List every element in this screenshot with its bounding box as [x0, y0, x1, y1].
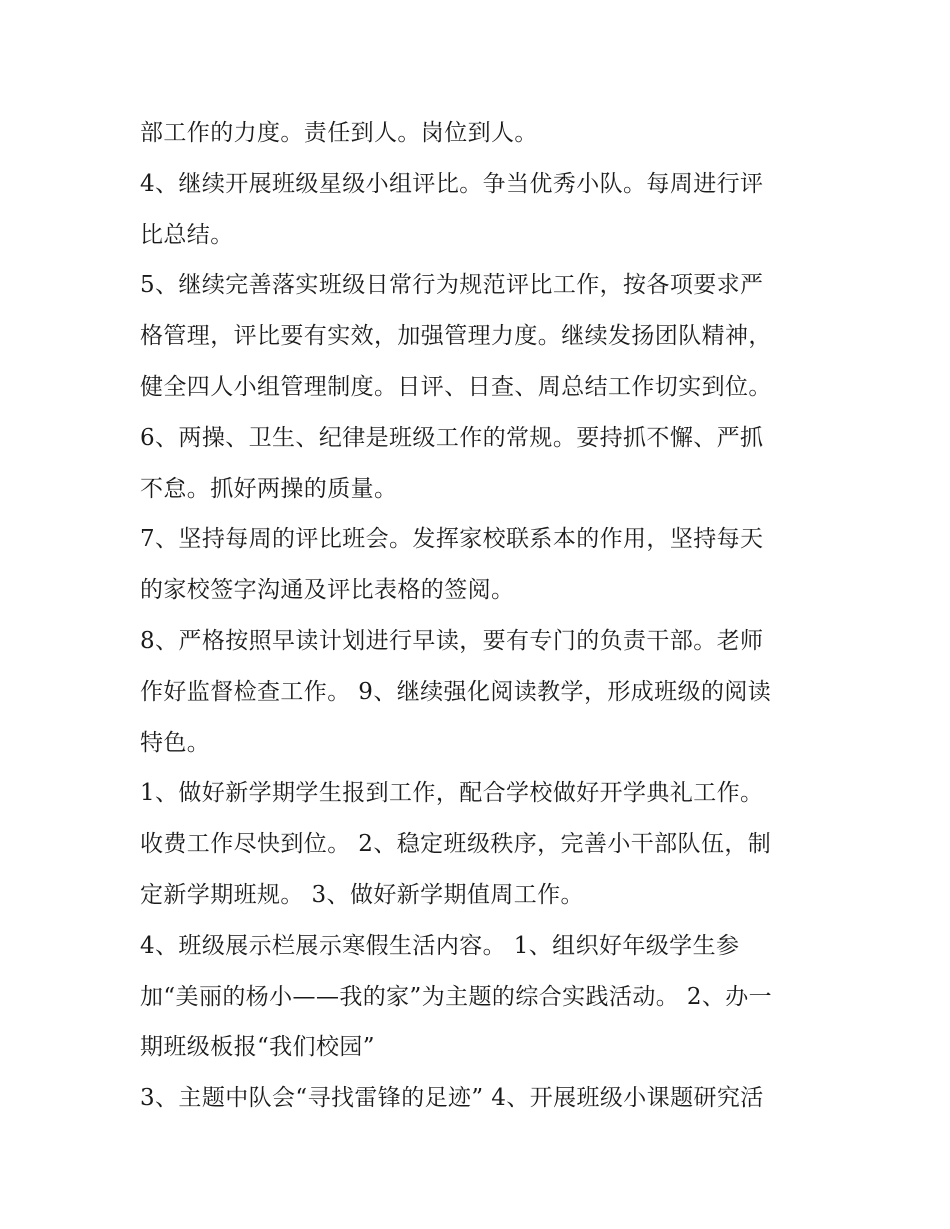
- text-line: 特色。: [140, 729, 211, 756]
- text-line: 比总结。: [140, 221, 234, 248]
- document-body: [140, 108, 820, 1124]
- text-line: 格管理，评比要有实效，加强管理力度。继续发扬团队精神，: [140, 323, 772, 350]
- text-line: 作好监督检查工作。 9、继续强化阅读教学，形成班级的阅读: [140, 678, 772, 705]
- text-line: 4、班级展示栏展示寒假生活内容。 1、组织好年级学生参: [140, 932, 740, 959]
- text-line: 部工作的力度。责任到人。岗位到人。: [140, 120, 538, 146]
- text-line: 加“美丽的杨小——我的家”为主题的综合实践活动。 2、办一: [140, 983, 773, 1010]
- text-line: 3、主题中队会“寻找雷锋的足迹” 4、开展班级小课题研究活: [140, 1085, 764, 1112]
- text-line: 定新学期班规。 3、做好新学期值周工作。: [140, 881, 584, 908]
- text-line: 6、两操、卫生、纪律是班级工作的常规。要持抓不懈、严抓: [140, 424, 764, 451]
- text-line: 8、严格按照早读计划进行早读，要有专门的负责干部。老师: [140, 627, 764, 654]
- text-line: 5、继续完善落实班级日常行为规范评比工作，按各项要求严: [140, 272, 764, 299]
- text-line: 7、坚持每周的评比班会。发挥家校联系本的作用，坚持每天: [140, 526, 764, 553]
- text-line: 期班级板报“我们校园”: [140, 1034, 375, 1061]
- text-line: 不怠。抓好两操的质量。: [140, 475, 398, 502]
- text-line: 健全四人小组管理制度。日评、日查、周总结工作切实到位。: [140, 373, 772, 400]
- text-line: 4、继续开展班级星级小组评比。争当优秀小队。每周进行评: [140, 170, 764, 197]
- text-line: 1、做好新学期学生报到工作，配合学校做好开学典礼工作。: [140, 780, 764, 807]
- text-line: 收费工作尽快到位。 2、稳定班级秩序，完善小干部队伍，制: [140, 831, 772, 858]
- text-line: 的家校签字沟通及评比表格的签阅。: [140, 577, 515, 604]
